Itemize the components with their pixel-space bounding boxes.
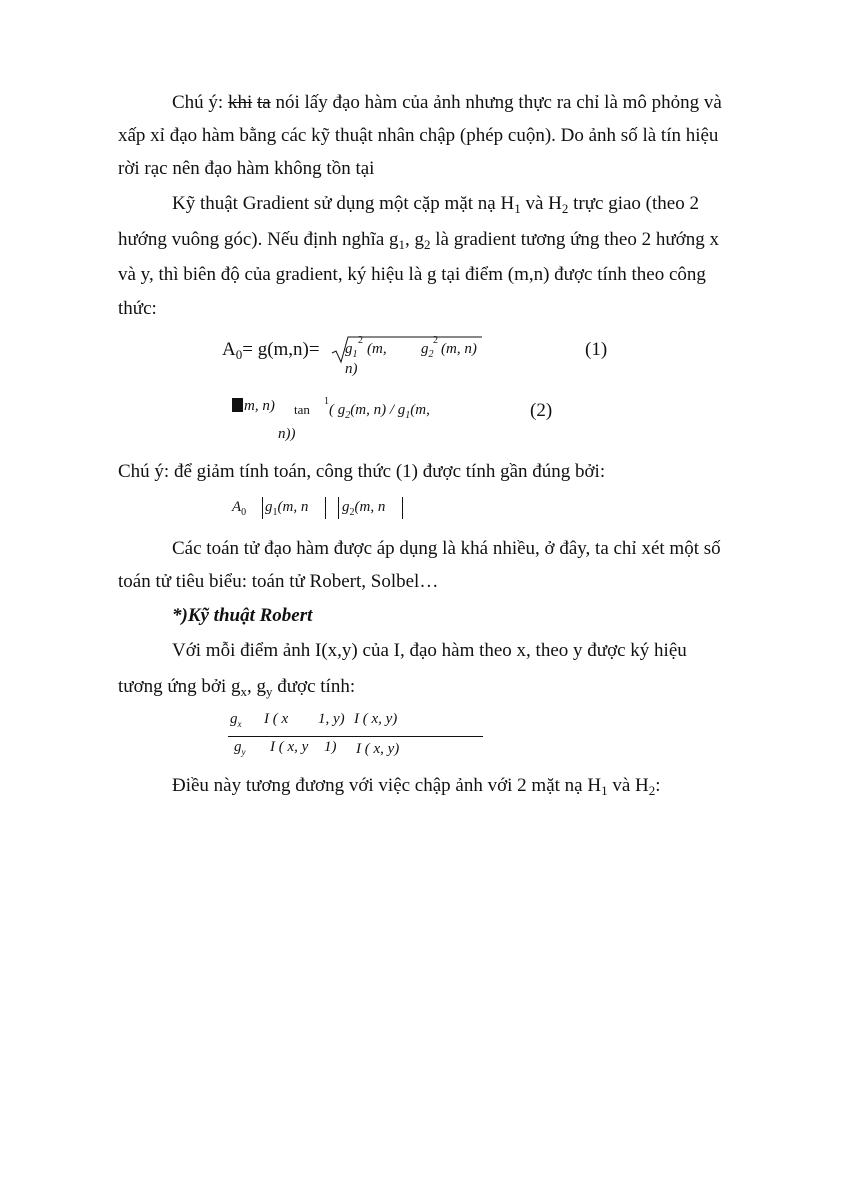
eq1-arg2: (m, n) (441, 341, 477, 357)
eq4-gx-term1: I ( x (264, 711, 289, 727)
abs-bar-1 (262, 497, 263, 519)
p1-line3: rời rạc nên đạo hàm không tồn tại (118, 158, 375, 179)
eq4-rule (228, 736, 483, 737)
p2-line2: hướng vuông góc). Nếu định nghĩa $g_1$, $g_2$ là gradient tương ứng theo 2 hướng x (118, 229, 719, 252)
note2: Chú ý: để giảm tính toán, công thức (1) được tính gần đúng bởi: (118, 461, 606, 482)
p2-line4: thức: (118, 298, 157, 319)
eq4-gy-term3: I ( x, y) (356, 741, 400, 757)
eq1-g2-sup: 2 (433, 335, 438, 346)
eq2-wrap: n)) (278, 426, 296, 442)
eq2-lhs: m, n) (244, 398, 275, 414)
eq1-number: (1) (585, 339, 608, 360)
eq2-inv: 1 (324, 396, 329, 407)
abs-bar-2 (325, 497, 326, 519)
p4-line2: tương ứng bởi $g_x$, $g_y$ được tính: (118, 676, 356, 699)
eq1-arg1: (m, (367, 341, 387, 357)
p5-line: Điều này tương đương với việc chập ảnh với 2 mặt nạ $H_1$ và $H_2$: (172, 775, 661, 798)
eq3-term2: $g_2(m$, n (342, 499, 386, 518)
eq3-A0: $A_0$ (232, 499, 247, 518)
eq4-gy-term2: 1) (324, 739, 337, 755)
eq4-gy-term1: I ( x, y (270, 739, 309, 755)
abs-bar-4 (402, 497, 403, 519)
eq1-g1-sup: 2 (358, 335, 363, 346)
p2-line3: và y, thì biên độ của gradient, ký hiệu là g tại điểm (m,n) được tính theo công (118, 264, 706, 285)
eq1-g1: $g_1$ (345, 341, 358, 360)
theta-mark (232, 398, 243, 412)
eq4-gx-term3: I ( x, y) (354, 711, 398, 727)
eq4-gx: $g_x$ (230, 711, 242, 729)
p1-line2: xấp xỉ đạo hàm bằng các kỹ thuật nhân chập (phép cuộn). Do ảnh số là tín hiệu (118, 125, 719, 146)
eq1-wrap: n) (345, 361, 358, 377)
eq4-gx-term2: 1, y) (318, 711, 345, 727)
p4-line1: Với mỗi điểm ảnh I(x,y) của I, đạo hàm theo x, theo y được ký hiệu (172, 640, 687, 661)
p1-line1: Chú ý: khi ta nói lấy đạo hàm của ảnh nhưng thực ra chỉ là mô phỏng và (172, 92, 722, 113)
p3-line1: Các toán tử đạo hàm được áp dụng là khá nhiều, ở đây, ta chỉ xét một số (172, 538, 721, 559)
eq4-gy: $g_y$ (234, 739, 246, 757)
p2-line1: Kỹ thuật Gradient sử dụng một cặp mặt nạ $H_1$ và $H_2$ trực giao (theo 2 (172, 193, 699, 216)
eq2-rhs: ( $g_2(m$, $n) / g_1(m$, (329, 402, 430, 421)
eq2-tan: tan (294, 402, 310, 417)
eq1-lhs: $A_0= g(m,n)=$ (222, 339, 320, 362)
p3-line2: toán tử tiêu biểu: toán tử Robert, Solbel… (118, 571, 439, 592)
eq1-g2: $g_2$ (421, 341, 434, 360)
section-heading: *)Kỹ thuật Robert (172, 605, 313, 626)
eq3-term1: $g_1(m$, n (265, 499, 309, 518)
abs-bar-3 (338, 497, 339, 519)
eq2-number: (2) (530, 400, 553, 421)
